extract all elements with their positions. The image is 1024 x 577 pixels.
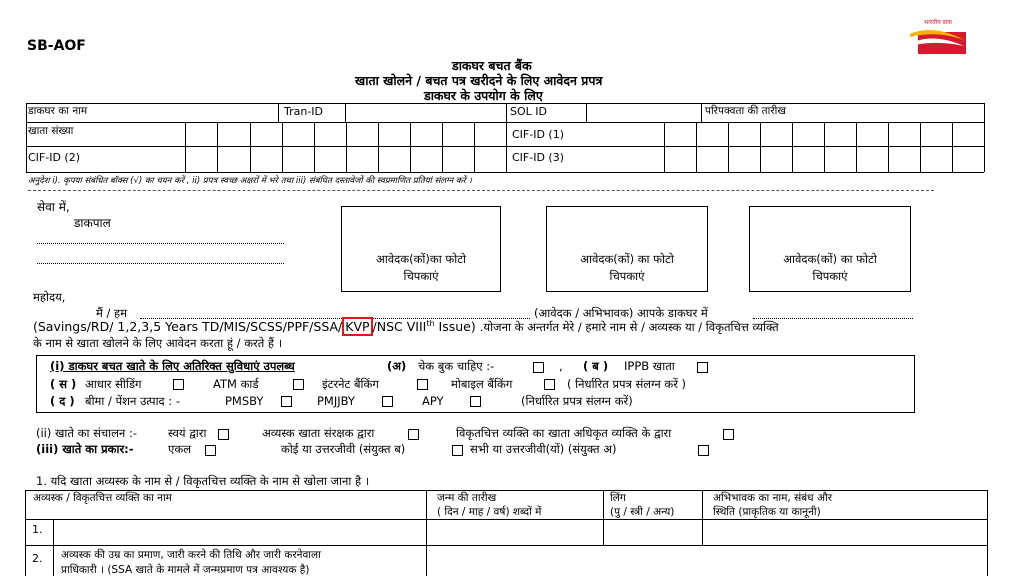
col-dob-line1: जन्म की तारीख [437, 492, 497, 504]
internet-banking-label: इंटरनेट बैंकिंग [322, 377, 379, 391]
facility-c-label: ( स ) [50, 377, 77, 391]
body-line3: के नाम से खाता खोलने के लिए आवेदन करता हूं / करते हैं । [33, 336, 283, 350]
col-gender-line2: (पु / स्त्री / अन्य) [610, 506, 675, 518]
office-use-table [26, 103, 985, 173]
facilities-box [36, 355, 915, 413]
tran-id-label: Tran-ID [284, 105, 324, 118]
i-we-label: मैं / हम [96, 306, 128, 320]
account-type-label: (iii) खाते का प्रकार:- [36, 442, 134, 456]
facility-a-label: (अ) [387, 359, 407, 373]
form-code: SB-AOF [27, 38, 86, 54]
maturity-date-label: परिपक्वता की तारीख [705, 105, 786, 117]
instructions-text: अनुदेश i). कृपया संबंधित बॉक्स (√) का चयन करें , ii) प्रपत्र स्वच्छ अक्षरों में भरे तथा iii) संबंधित दस्तावेजों की स्वप्रमाणित प्रतियां संलग्न करें । [28, 176, 472, 186]
logo-text: भारतीय डाक [924, 19, 952, 26]
photo-box-3-line1: आवेदक(कों) का फोटो [783, 252, 877, 266]
to-label: सेवा में, [37, 200, 70, 214]
minor-name-field[interactable] [55, 520, 425, 544]
ippb-checkbox[interactable] [697, 362, 708, 373]
photo-box-3[interactable] [749, 206, 911, 292]
form-title-line2: खाता खोलने / बचत पत्र खरीदने के लिए आवेदन प्रपत्र [355, 73, 603, 88]
form-title-line3: डाकघर के उपयोग के लिए [424, 88, 543, 103]
self-operation-label: स्वयं द्वारा [168, 426, 207, 440]
facility-b-label: ( ब ) [583, 359, 609, 373]
kvp-highlight: KVP [342, 317, 372, 336]
row-2-number: 2. [32, 552, 43, 565]
schemes-prefix: (Savings/RD/ 1,2,3,5 Years TD/MIS/SCSS/PPF/SSA/ [33, 319, 343, 335]
col-guardian-line2: स्थिति (प्राकृतिक या कानूनी) [713, 506, 821, 518]
insurance-label: बीमा / पेंशन उत्पाद : - [85, 394, 180, 408]
postmaster-label: डाकपाल [74, 216, 111, 230]
pmsby-checkbox[interactable] [281, 396, 292, 407]
gender-field[interactable] [605, 520, 701, 544]
apy-checkbox[interactable] [470, 396, 481, 407]
cif-id-1-label: CIF-ID (1) [512, 128, 565, 141]
cheque-book-label: चेक बुक चाहिए :- [418, 359, 495, 373]
photo-box-1-line2: चिपकाएं [403, 269, 439, 283]
photo-box-2-line2: चिपकाएं [609, 269, 645, 283]
photo-box-2[interactable] [546, 206, 708, 292]
form-title-line1: डाकघर बचत बैंक [452, 58, 532, 73]
scheme-continue: .योजना के अन्तर्गत मेरे / हमारे नाम से / अव्यस्क या / विकृतचित्त व्यक्ति [479, 320, 779, 335]
single-checkbox[interactable] [205, 445, 216, 456]
prescribed-form-2: (निर्धारित प्रपत्र संलग्न करें) [521, 394, 633, 408]
row-2-line1: अव्यस्क की उम्र का प्रमाण, जारी करने की तिथि और जारी करनेवाला [61, 549, 321, 561]
india-post-logo [904, 18, 976, 60]
col-gender-line1: लिंग [610, 492, 626, 504]
age-proof-field[interactable] [428, 546, 986, 576]
authorized-operation-label: विकृतचित्त व्यक्ति का खाता अधिकृत व्यक्ति के द्वारा [456, 426, 672, 440]
aadhaar-label: आधार सीडिंग [85, 377, 142, 391]
operation-label: (ii) खाते का संचालन :- [36, 426, 137, 440]
separator-line [28, 190, 934, 191]
post-office-name-label: डाकघर का नाम [28, 105, 88, 117]
row-1-number: 1. [32, 523, 43, 536]
col-minor-name: अव्यस्क / विकृतचित्त व्यक्ति का नाम [33, 492, 172, 504]
mobile-banking-checkbox[interactable] [544, 379, 555, 390]
mobile-banking-label: मोबाइल बैंकिंग [451, 377, 513, 391]
photo-box-3-line2: चिपकाएं [812, 269, 848, 283]
facilities-heading: (i) डाकघर बचत खाते के लिए अतिरिक्त सुविधाएं उपलब्ध [50, 359, 295, 373]
address-line-2[interactable] [37, 263, 284, 264]
row-2-line2: प्राधिकारी । (SSA खाते के मामले में जन्मप्रमाण पत्र आवश्यक है) [61, 564, 310, 576]
col-dob-line2: ( दिन / माह / वर्ष) शब्दों में [437, 506, 542, 518]
schemes-suffix: /NSC VIII [372, 319, 427, 335]
applicant-post-office-text: (आवेदक / अभिभावक) आपके डाकघर में [534, 306, 708, 320]
apy-label: APY [422, 394, 444, 408]
pmsby-label: PMSBY [225, 394, 264, 408]
dob-field[interactable] [428, 520, 602, 544]
cheque-book-checkbox[interactable] [533, 362, 544, 373]
comma: , [559, 359, 563, 373]
joint-b-checkbox[interactable] [452, 445, 463, 456]
joint-a-checkbox[interactable] [698, 445, 709, 456]
guardian-operation-label: अव्यस्क खाता संरक्षक द्वारा [262, 426, 375, 440]
ippb-label: IPPB खाता [624, 359, 675, 373]
internet-banking-checkbox[interactable] [417, 379, 428, 390]
account-number-label: खाता संख्या [28, 125, 74, 137]
cif-id-2-label: CIF-ID (2) [28, 151, 81, 164]
minor-section-title: 1. यदि खाता अव्यस्क के नाम से / विकृतचित्त व्यक्ति के नाम से खोला जाना है । [36, 474, 370, 488]
schemes-th: th [426, 319, 435, 328]
self-operation-checkbox[interactable] [218, 429, 229, 440]
single-label: एकल [168, 442, 191, 456]
salutation: महोदय, [33, 290, 66, 304]
cif-id-3-label: CIF-ID (3) [512, 151, 565, 164]
schemes-line [33, 319, 779, 335]
minor-details-table [25, 490, 988, 576]
prescribed-form-1: ( निर्धारित प्रपत्र संलग्न करें ) [567, 377, 687, 391]
photo-box-2-line1: आवेदक(कों) का फोटो [580, 252, 674, 266]
schemes-issue: Issue) [434, 319, 476, 335]
atm-label: ATM कार्ड [213, 377, 259, 391]
authorized-operation-checkbox[interactable] [723, 429, 734, 440]
guardian-field[interactable] [704, 520, 986, 544]
photo-box-1-line1: आवेदक(कों)का फोटो [376, 252, 466, 266]
joint-b-label: कोई या उत्तरजीवी (संयुक्त ब) [281, 442, 406, 456]
facility-d-label: ( द ) [50, 394, 75, 408]
photo-box-1[interactable] [341, 206, 501, 292]
address-line-1[interactable] [37, 243, 284, 244]
guardian-operation-checkbox[interactable] [408, 429, 419, 440]
atm-checkbox[interactable] [293, 379, 304, 390]
col-guardian-line1: अभिभावक का नाम, संबंध और [713, 492, 833, 504]
pmjjby-checkbox[interactable] [382, 396, 393, 407]
sol-id-label: SOL ID [510, 105, 547, 118]
joint-a-label: सभी या उत्तरजीवी(यों) (संयुक्त अ) [470, 442, 617, 456]
pmjjby-label: PMJJBY [317, 394, 355, 408]
aadhaar-checkbox[interactable] [173, 379, 184, 390]
